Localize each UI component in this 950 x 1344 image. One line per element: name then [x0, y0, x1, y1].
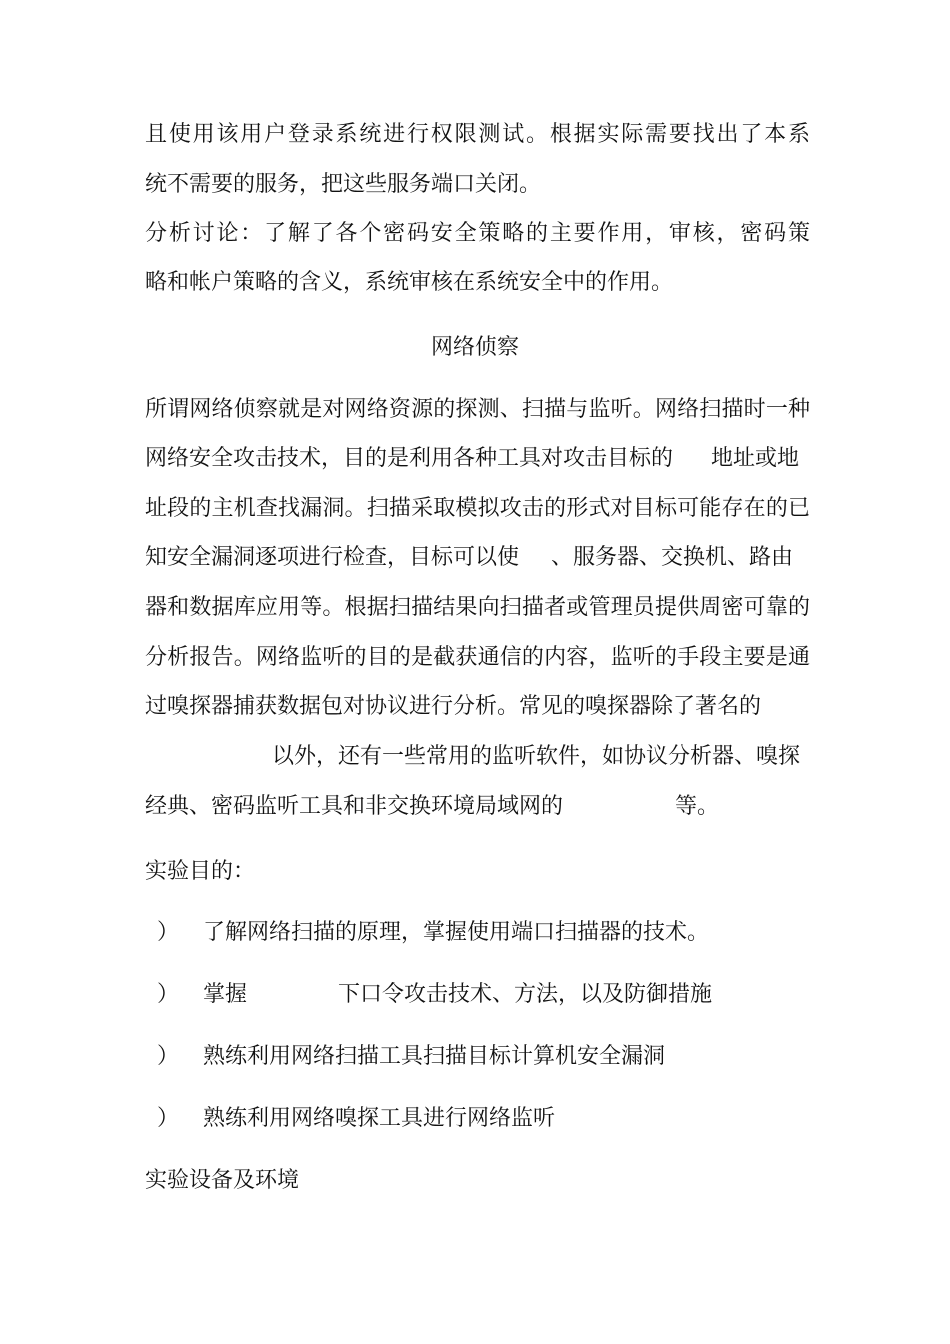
paragraph3-line7: 过嗅探器捕获数据包对协议进行分析。常见的嗅探器除了著名的	[145, 694, 762, 719]
objective-text: 熟练利用网络扫描工具扫描目标计算机安全漏洞	[203, 1044, 666, 1069]
paragraph3-line2-part2: 地址或地	[711, 446, 800, 471]
paragraph2-line2: 略和帐户策略的含义，系统审核在系统安全中的作用。	[145, 270, 674, 295]
objective-text-part1: 掌握	[203, 982, 248, 1007]
objective-item	[145, 1104, 555, 1134]
paragraph3-line2	[145, 444, 810, 474]
paragraph3-line6: 分析报告。网络监听的目的是截获通信的内容，监听的手段主要是通	[145, 645, 810, 670]
paragraph3-line4-part2: 、服务器、交换机、路由	[551, 545, 794, 570]
paragraph3-line4-part1: 知安全漏洞逐项进行检查，目标可以使	[145, 545, 520, 570]
paragraph1-line1: 且使用该用户登录系统进行权限测试。根据实际需要找出了本系	[145, 122, 810, 147]
objective-text: 了解网络扫描的原理，掌握使用端口扫描器的技术。	[203, 920, 710, 945]
objective-number: ）	[157, 1044, 180, 1069]
paragraph3-line9-part2: 等。	[675, 794, 720, 819]
paragraph2-line1: 分析讨论：了解了各个密码安全策略的主要作用，审核，密码策	[145, 221, 810, 246]
objective-text-part2: 下口令攻击技术、方法，以及防御措施	[338, 982, 713, 1007]
objectives-heading: 实验目的：	[145, 859, 256, 884]
paragraph3-line3: 址段的主机查找漏洞。扫描采取模拟攻击的形式对目标可能存在的已	[145, 496, 810, 521]
section-title: 网络侦察	[430, 335, 519, 360]
objective-item	[145, 980, 712, 1010]
paragraph3-line9-part1: 经典、密码监听工具和非交换环境局域网的	[145, 794, 564, 819]
objective-item	[145, 1042, 665, 1072]
paragraph3-line5: 器和数据库应用等。根据扫描结果向扫描者或管理员提供周密可靠的	[145, 595, 810, 620]
paragraph1-line2: 统不需要的服务，把这些服务端口关闭。	[145, 172, 542, 197]
objective-item	[145, 918, 709, 948]
paragraph3-line2-part1: 网络安全攻击技术，目的是利用各种工具对攻击目标的	[145, 446, 674, 471]
paragraph3-line4	[145, 543, 810, 573]
paragraph3-line9	[145, 792, 810, 822]
paragraph3-line1: 所谓网络侦察就是对网络资源的探测、扫描与监听。网络扫描时一种	[145, 397, 810, 422]
objective-number: ）	[157, 982, 180, 1007]
paragraph3-line8: 以外，还有一些常用的监听软件，如协议分析器、嗅探	[272, 744, 801, 769]
objective-number: ）	[157, 1106, 180, 1131]
equipment-heading: 实验设备及环境	[145, 1168, 300, 1193]
objective-number: ）	[157, 920, 180, 945]
objective-text: 熟练利用网络嗅探工具进行网络监听	[203, 1106, 556, 1131]
